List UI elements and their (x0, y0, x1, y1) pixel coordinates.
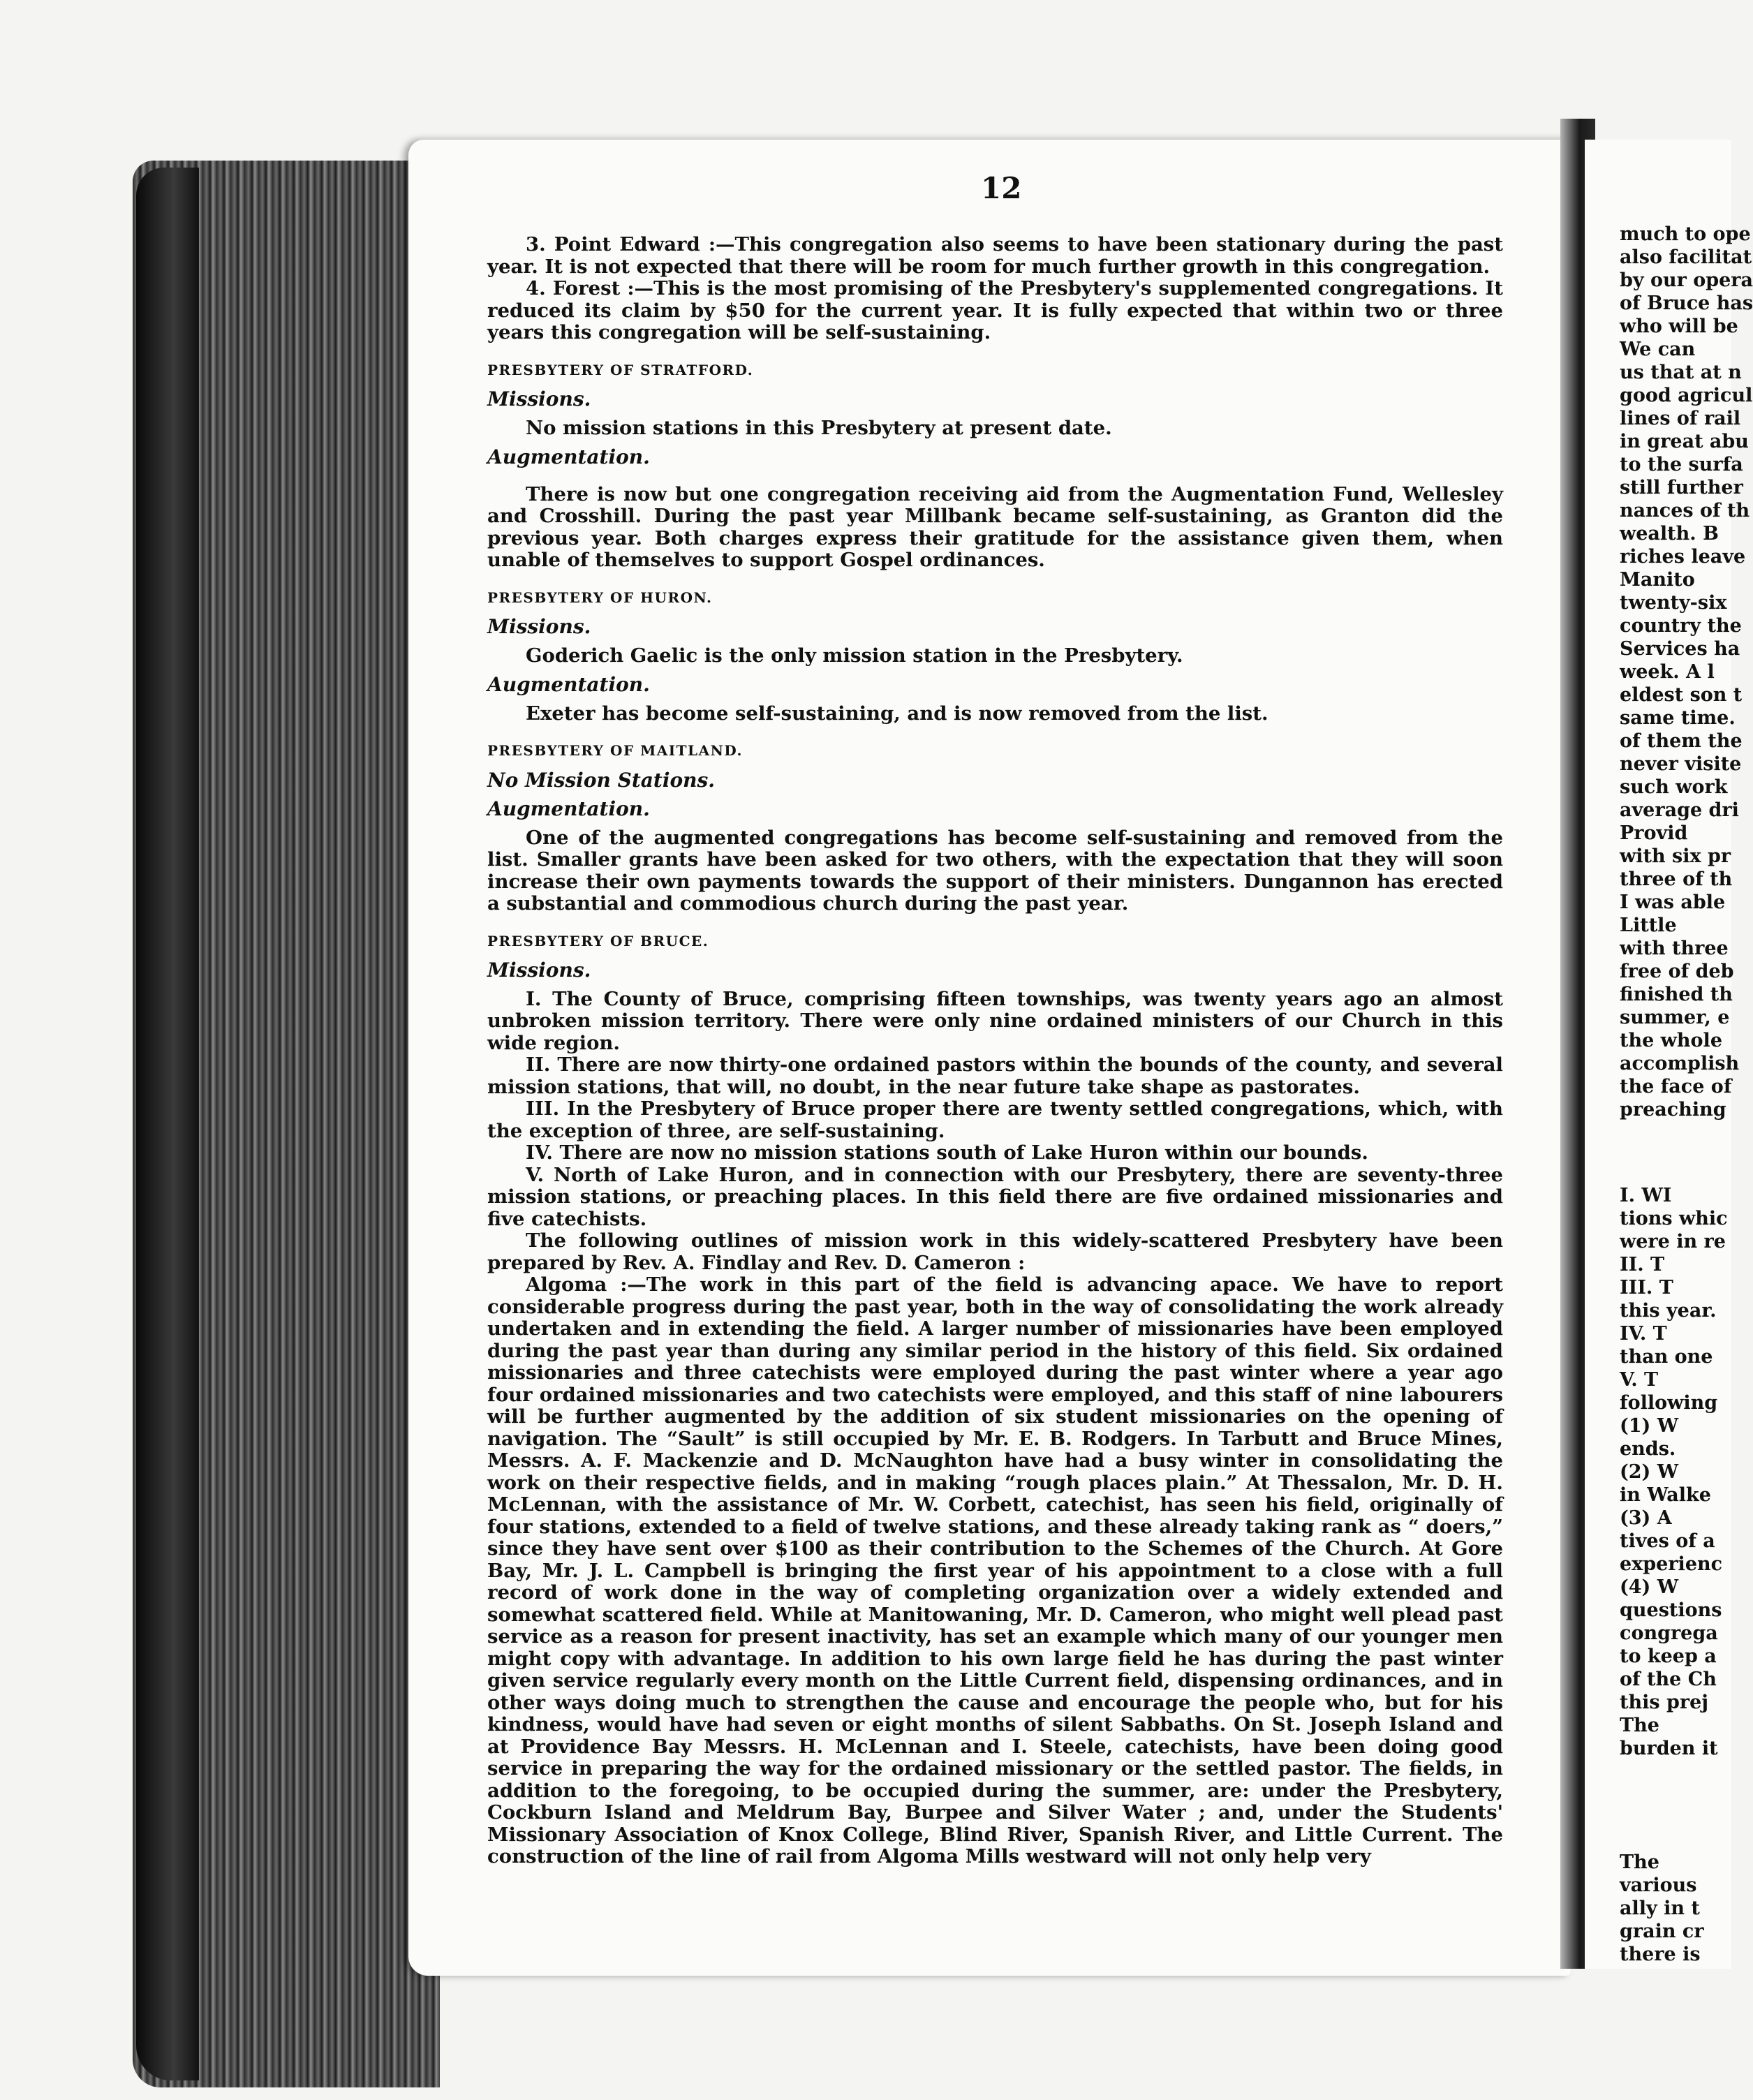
facing-page-line: there is (1620, 1944, 1701, 1965)
facing-page-line: this year. (1620, 1300, 1717, 1322)
subheading-maitland-missions: No Mission Stations. (487, 768, 716, 792)
paragraph-bruce-outlines: The following outlines of mission work in this widely-scattered Presbytery have been prepared by Rev. A. Findlay and Rev. D. Cameron : (487, 1229, 1503, 1274)
facing-page-line: Manito (1620, 569, 1695, 591)
facing-page-line: V. T (1620, 1369, 1659, 1391)
subheading-huron-augmentation: Augmentation. (487, 673, 650, 696)
paragraph-huron-augmentation: Exeter has become self-sustaining, and is now removed from the list. (526, 702, 1268, 725)
facing-page-line: tions whic (1620, 1208, 1728, 1229)
facing-page-line: three of th (1620, 868, 1733, 890)
facing-page-line: questions (1620, 1599, 1722, 1621)
facing-page-line: average dri (1620, 799, 1739, 821)
facing-page-line: free of deb (1620, 961, 1734, 982)
facing-page-line: of the Ch (1620, 1669, 1717, 1690)
facing-page-line: following (1620, 1392, 1718, 1414)
paragraph-forest: 4. Forest :—This is the most promising of the Presbytery's supplemented congregations. It reduced its claim by $50 for the current year. It is fully expected that within two or three years this congregation will be self-sustaining. (487, 277, 1503, 343)
facing-page-line: accomplish (1620, 1053, 1740, 1074)
facing-page-line: also facilitat (1620, 246, 1752, 268)
page-content (487, 234, 1503, 1868)
paragraph-bruce-1: I. The County of Bruce, comprising fifteen townships, was twenty years ago an almost unbroken mission territory. There were only nine ordained ministers of our Church in this wide region. (487, 987, 1503, 1054)
heading-bruce: PRESBYTERY OF BRUCE. (487, 932, 709, 949)
facing-page-line: (3) A (1620, 1507, 1672, 1529)
paragraph-bruce-3: III. In the Presbytery of Bruce proper there are twenty settled congregations, which, with the exception of three, are self-sustaining. (487, 1097, 1503, 1142)
facing-page-line: of them the (1620, 730, 1743, 752)
paragraph-bruce-4: IV. There are now no mission stations south of Lake Huron within our bounds. (526, 1141, 1368, 1164)
facing-page-line: of Bruce has (1620, 293, 1753, 314)
facing-page-line: such work (1620, 776, 1728, 798)
subheading-maitland-augmentation: Augmentation. (487, 797, 650, 820)
facing-page-line: I was able (1620, 892, 1726, 913)
facing-page-line: burden it (1620, 1738, 1718, 1759)
facing-page-line: same time. (1620, 707, 1736, 729)
facing-page-line: the face of (1620, 1076, 1732, 1097)
subheading-bruce-missions: Missions. (487, 959, 591, 982)
heading-maitland: PRESBYTERY OF MAITLAND. (487, 742, 743, 759)
subheading-stratford-missions: Missions. (487, 387, 591, 411)
subheading-stratford-augmentation: Augmentation. (487, 445, 650, 468)
paragraph-algoma: Algoma :—The work in this part of the field is advancing apace. We have to report considerable progress during the past year, both in the way of consolidating the work already undertaken and in extending the field. A larger number of missionaries have been employed during the past year than during any similar period in the history of this field. Six ordained missionaries and three catechists were employed during the past winter where a year ago four ordained missionaries and two catechists were employed, and this staff of nine labourers will be further augmented by the addition of six student missionaries on the opening of navigation. The “Sault” is still occupied by Mr. E. B. Rodgers. In Tarbutt and Bruce Mines, Messrs. A. F. Mackenzie and D. McNaughton have had a busy winter in consolidating the work on their respective fields, and in making “rough places plain.” At Thessalon, Mr. D. H. McLennan, with the assistance of Mr. W. Corbett, catechist, has seen his field, originally of four stations, extended to a field of twelve stations, and these already taking rank as “ doers,” since they have sent over $100 as their contribution to the Schemes of the Church. At Gore Bay, Mr. J. L. Campbell is bringing the first year of his appointment to a close with a full record of work done in the way of completing organization over a widely extended and somewhat scattered field. While at Manitowaning, Mr. D. Cameron, who might well plead past service as a reason for present inactivity, has set an example which many of our younger men might copy with advantage. In addition to his own large field he has during the past winter given service regularly every month on the Little Current field, dispensing ordinances, and in other ways doing much to strengthen the cause and encourage the people who, but for his kindness, would have had seven or eight months of silent Sabbaths. On St. Joseph Island and at Providence Bay Messrs. H. McLennan and I. Steele, catechists, have been doing good service in preparing the way for the ordained missionary or the settled pastor. The fields, in addition to the foregoing, to be occupied during the summer, are: under the Presbytery, Cockburn Island and Meldrum Bay, Burpee and Silver Water ; and, under the Students' Missionary Association of Knox College, Blind River, Spanish River, and Little Current. The construction of the line of rail from Algoma Mills westward will not only help very (487, 1273, 1503, 1868)
facing-page-line: eldest son t (1620, 684, 1743, 706)
book-cover-edge (136, 168, 199, 2080)
facing-page-line: various (1620, 1875, 1697, 1896)
facing-page-line: grain cr (1620, 1921, 1704, 1942)
facing-page-line: country the (1620, 615, 1742, 637)
facing-page-line: the whole (1620, 1030, 1722, 1051)
facing-page-line: week. A l (1620, 661, 1715, 683)
facing-page-line: (2) W (1620, 1461, 1679, 1483)
facing-page-line: good agricul (1620, 385, 1753, 406)
facing-page-line: in Walke (1620, 1484, 1711, 1506)
facing-page (1585, 140, 1753, 1969)
heading-huron: PRESBYTERY OF HURON. (487, 589, 713, 606)
facing-page-line: with six pr (1620, 845, 1731, 867)
paragraph-stratford-missions: No mission stations in this Presbytery at present date. (526, 416, 1112, 439)
facing-page-line: The (1620, 1851, 1659, 1873)
facing-page-line: to the surfa (1620, 454, 1743, 475)
facing-page-line: Little (1620, 915, 1677, 936)
facing-page-line: who will be (1620, 316, 1738, 337)
facing-page-line: experienc (1620, 1553, 1723, 1575)
paragraph-maitland-augmentation: One of the augmented congregations has become self-sustaining and removed from the list. Smaller grants have been asked for two others, with the expectation that they will soon increase their own payments towards the support of their ministers. Dungannon has erected a substantial and commodious church during the past year. (487, 826, 1503, 915)
facing-page-line: us that at n (1620, 362, 1742, 383)
facing-page-line: much to ope (1620, 223, 1751, 245)
facing-page-line: IV. T (1620, 1323, 1667, 1345)
facing-page-line: summer, e (1620, 1007, 1730, 1028)
facing-page-line: twenty-six (1620, 592, 1727, 614)
facing-page-line: III. T (1620, 1277, 1673, 1299)
facing-page-line: (1) W (1620, 1415, 1679, 1437)
facing-page-line: The (1620, 1715, 1659, 1736)
paragraph-stratford-augmentation: There is now but one congregation receiving aid from the Augmentation Fund, Wellesley and Crosshill. During the past year Millbank became self-sustaining, as Granton did the previous year. Both charges express their gratitude for the assistance given them, when unable of themselves to support Gospel ordinances. (487, 482, 1503, 571)
facing-page-line: lines of rail (1620, 408, 1741, 429)
facing-page-line: in great abu (1620, 431, 1749, 452)
facing-page-line: preaching (1620, 1099, 1726, 1121)
subheading-huron-missions: Missions. (487, 615, 591, 638)
facing-page-line: never visite (1620, 753, 1742, 775)
facing-page-line: congrega (1620, 1622, 1718, 1644)
paragraph-huron-missions: Goderich Gaelic is the only mission station in the Presbytery. (526, 644, 1183, 667)
facing-page-line: ends. (1620, 1438, 1676, 1460)
facing-page-line: II. T (1620, 1254, 1665, 1275)
paragraph-bruce-5: V. North of Lake Huron, and in connection with our Presbytery, there are seventy-three mission stations, or preaching places. In this field there are five ordained missionaries and five catechists. (487, 1163, 1503, 1230)
facing-page-line: still further (1620, 477, 1743, 498)
page-number: 12 (981, 171, 1022, 205)
facing-page-line: this prej (1620, 1692, 1709, 1713)
facing-page-line: wealth. B (1620, 523, 1719, 545)
facing-page-line: than one (1620, 1346, 1713, 1368)
paragraph-point-edward: 3. Point Edward :—This congregation also seems to have been stationary during the past year. It is not expected that there will be room for much further growth in this congregation. (487, 233, 1503, 278)
facing-page-line: nances of th (1620, 500, 1750, 522)
facing-page-line: by our opera (1620, 269, 1753, 291)
facing-page-line: finished th (1620, 984, 1733, 1005)
facing-page-line: to keep a (1620, 1646, 1717, 1667)
facing-page-line: Provid (1620, 822, 1688, 844)
facing-page-line: were in re (1620, 1231, 1726, 1252)
facing-page-line: Services ha (1620, 638, 1740, 660)
facing-page-line: We can (1620, 339, 1696, 360)
facing-page-line: I. WI (1620, 1185, 1672, 1206)
facing-page-line: ally in t (1620, 1898, 1700, 1919)
paragraph-bruce-2: II. There are now thirty-one ordained pastors within the bounds of the county, and several mission stations, that will, no doubt, in the near future take shape as pastorates. (487, 1053, 1503, 1098)
heading-stratford: PRESBYTERY OF STRATFORD. (487, 361, 754, 378)
facing-page-line: tives of a (1620, 1530, 1715, 1552)
facing-page-line: (4) W (1620, 1576, 1679, 1598)
facing-page-line: riches leave (1620, 546, 1746, 568)
facing-page-line: with three (1620, 938, 1729, 959)
